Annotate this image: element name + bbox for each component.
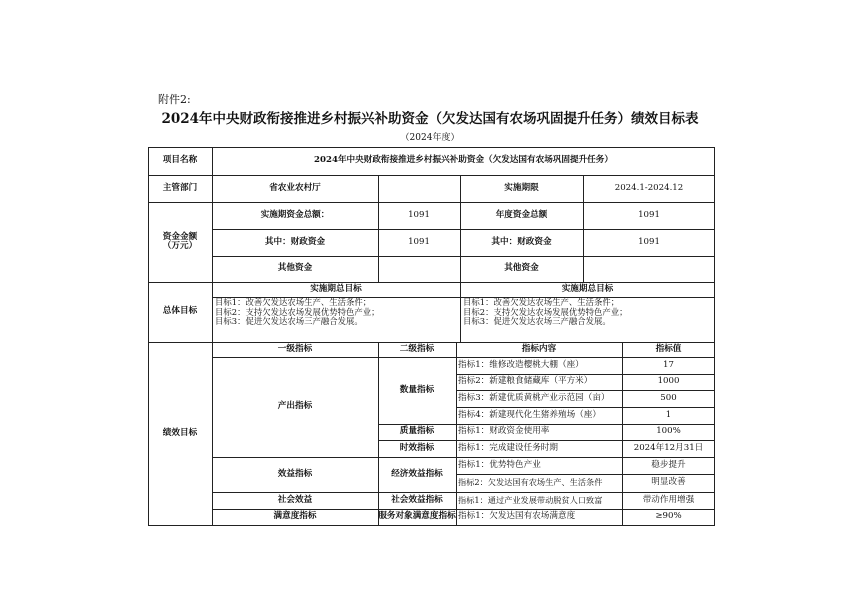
other-funds-label: 其他资金 bbox=[277, 263, 313, 274]
goal-left-2: 目标2：支持欠发达农场发展优势特色产业； bbox=[215, 306, 380, 317]
period-value: 2024.1-2024.12 bbox=[614, 182, 684, 193]
document-title: 2024年中央财政衔接推进乡村振兴补助资金（欠发达国有农场巩固提升任务）绩效目标表 bbox=[161, 111, 699, 127]
fiscal-funds-label-2: 其中：财政资金 bbox=[491, 236, 552, 247]
indicator-content: 指标3：新建优质黄桃产业示范园（亩） bbox=[458, 392, 610, 403]
dept-value: 省农业农村厅 bbox=[269, 182, 321, 193]
indicator-content: 指标1：优势特色产业 bbox=[458, 459, 541, 470]
service-satisfaction-label: 服务对象满意度指标 bbox=[378, 511, 456, 522]
social-indicator-label: 社会效益指标 bbox=[391, 494, 443, 505]
fiscal-funds-label: 其中：财政资金 bbox=[264, 236, 326, 247]
indicator-value: 2024年12月31日 bbox=[633, 442, 704, 453]
header-level1: 一级指标 bbox=[277, 343, 313, 354]
indicator-content: 指标4：新建现代化生猪养殖场（座） bbox=[458, 409, 601, 420]
fiscal-funds-value-2: 1091 bbox=[638, 236, 660, 247]
benefit-indicator-label: 效益指标 bbox=[277, 468, 313, 479]
satisfaction-indicator-label: 满意度指标 bbox=[273, 511, 317, 522]
project-name-label: 项目名称 bbox=[162, 155, 198, 166]
indicator-content: 指标2：新建粮食储藏库（平方米） bbox=[458, 376, 593, 387]
indicator-value: ≥90% bbox=[655, 511, 682, 522]
indicator-value: 500 bbox=[660, 392, 677, 403]
timeliness-indicator-label: 时效指标 bbox=[399, 442, 435, 453]
overall-goals-left bbox=[213, 298, 460, 327]
project-name-value: 2024年中央财政衔接推进乡村振兴补助资金（欠发达国有农场巩固提升任务） bbox=[314, 155, 613, 166]
annual-funds-label: 年度资金总额 bbox=[495, 209, 548, 220]
output-indicator-label: 产出指标 bbox=[277, 401, 313, 412]
indicator-content: 指标1：欠发达国有农场满意度 bbox=[458, 511, 576, 522]
goal-right-1: 目标1：改善欠发达农场生产、生活条件； bbox=[463, 297, 620, 307]
indicator-value: 100% bbox=[656, 426, 681, 437]
goal-right-3: 目标3：促进欠发达农场三产融合发展。 bbox=[463, 316, 611, 327]
indicator-value: 带动作用增强 bbox=[642, 494, 695, 505]
header-value: 指标值 bbox=[655, 343, 682, 354]
economic-indicator-label: 经济效益指标 bbox=[391, 468, 443, 479]
overall-goal-header-right: 实施期总目标 bbox=[561, 283, 614, 294]
indicator-value: 17 bbox=[663, 359, 674, 370]
header-level2: 二级指标 bbox=[399, 343, 435, 354]
performance-goal-label: 绩效目标 bbox=[162, 427, 198, 438]
period-label: 实施期限 bbox=[504, 182, 539, 193]
indicator-content: 指标1：财政资金使用率 bbox=[458, 426, 550, 437]
attachment-label: 附件2: bbox=[158, 93, 191, 106]
header-content: 指标内容 bbox=[521, 343, 557, 354]
indicator-content: 指标1：通过产业发展带动脱贫人口致富 bbox=[458, 494, 603, 505]
indicator-content: 指标1：维修改造樱桃大棚（座） bbox=[458, 359, 584, 370]
quantity-indicator-label: 数量指标 bbox=[399, 384, 435, 395]
indicator-value: 稳步提升 bbox=[651, 459, 686, 470]
overall-goals-right bbox=[461, 298, 715, 327]
dept-label: 主管部门 bbox=[162, 182, 198, 193]
funds-label-line1: 资金金额 bbox=[162, 231, 198, 242]
goal-left-3: 目标3：促进欠发达农场三产融合发展。 bbox=[215, 316, 363, 327]
overall-goal-label: 总体目标 bbox=[162, 306, 198, 317]
indicator-value: 1000 bbox=[657, 376, 680, 387]
total-funds-label: 实施期资金总额： bbox=[260, 209, 330, 220]
fiscal-funds-value: 1091 bbox=[408, 236, 430, 247]
indicator-content: 指标1：完成建设任务时期 bbox=[458, 442, 558, 453]
quality-indicator-label: 质量指标 bbox=[399, 426, 435, 437]
funds-label-line2: （万元） bbox=[162, 241, 198, 251]
indicator-content: 指标2：欠发达国有农场生产、生活条件 bbox=[458, 477, 603, 488]
total-funds-value: 1091 bbox=[408, 209, 430, 220]
goal-right-2: 目标2：支持欠发达农场发展优势特色产业； bbox=[463, 306, 628, 317]
overall-goal-header-left: 实施期总目标 bbox=[310, 283, 362, 294]
goal-left-1: 目标1：改善欠发达农场生产、生活条件； bbox=[215, 297, 372, 307]
indicator-value: 明显改善 bbox=[651, 477, 686, 488]
other-funds-label-2: 其他资金 bbox=[504, 263, 539, 274]
document-subtitle: （2024年度） bbox=[400, 133, 460, 143]
funds-label bbox=[148, 202, 212, 282]
annual-funds-value: 1091 bbox=[638, 209, 660, 220]
performance-target-table bbox=[148, 147, 715, 526]
social-benefit-label: 社会效益 bbox=[277, 494, 313, 505]
indicator-value: 1 bbox=[665, 409, 672, 420]
